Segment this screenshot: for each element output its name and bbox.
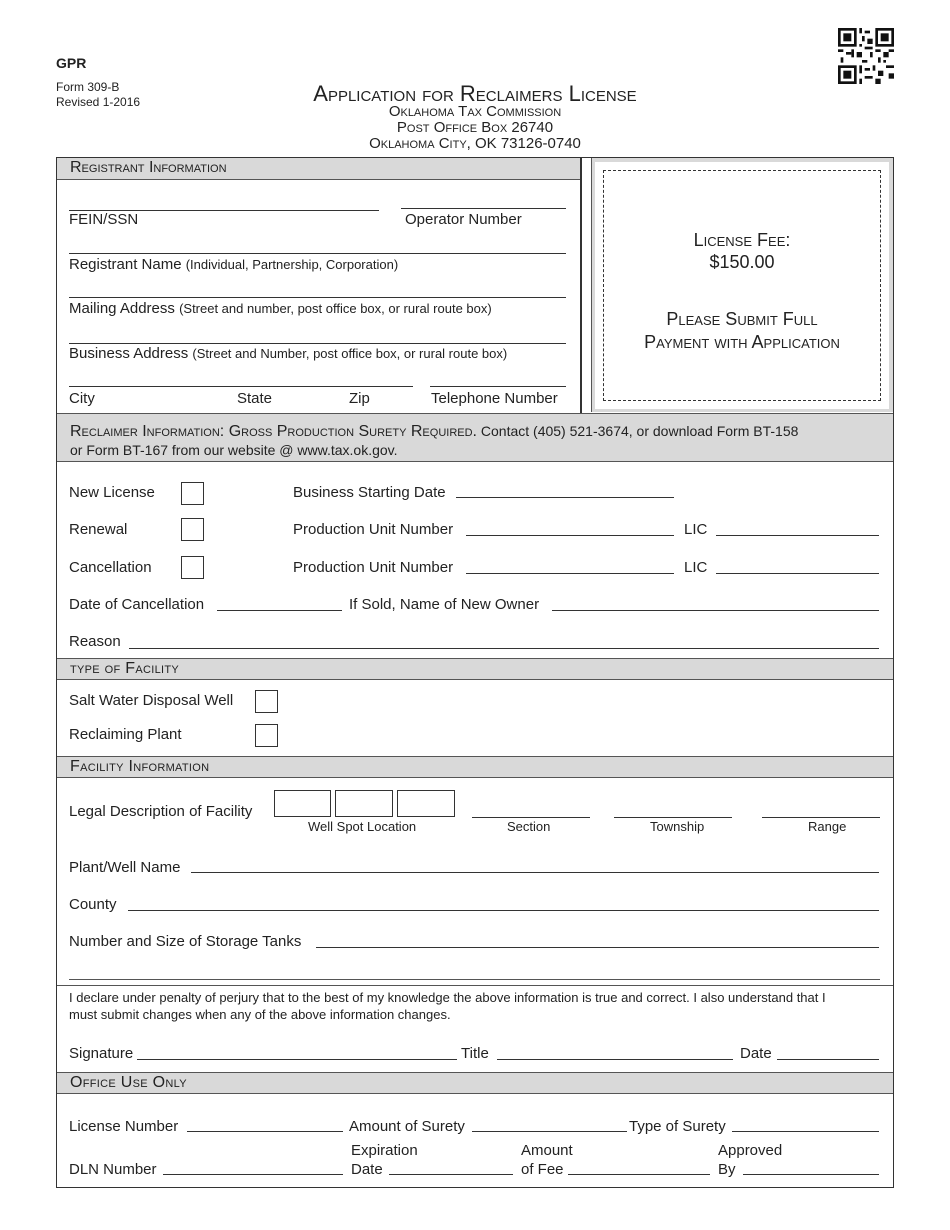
registrant-name-field[interactable] [69,253,566,254]
facility-info-header [57,756,893,778]
city-label: City [69,390,95,407]
dln-number-label: DLN Number [69,1161,157,1178]
new-license-checkbox[interactable] [181,482,204,505]
form-number: Form 309-B [56,80,120,94]
registrant-heading: Registrant Information [70,159,227,176]
operator-field[interactable] [401,208,566,209]
state-label: State [237,390,273,407]
reclaiming-plant-label: Reclaiming Plant [69,726,182,743]
license-number-field[interactable] [187,1131,343,1132]
salt-water-label: Salt Water Disposal Well [69,692,234,709]
reclaimer-heading: Reclaimer Information: Gross Production Surety Required. [70,423,477,440]
plant-name-label: Plant/Well Name [69,859,181,876]
operator-label: Operator Number [405,211,522,228]
expiration-label-2: Date [351,1161,383,1178]
license-fee-label: License Fee: [693,230,791,250]
section-label: Section [507,819,551,834]
revised-date: Revised 1-2016 [56,95,141,109]
lic-label-2: LIC [684,559,708,576]
county-field[interactable] [128,910,879,911]
approved-label-1: Approved [718,1142,783,1159]
registrant-name-label: Registrant Name (Individual, Partnership, Corporation) [69,256,399,273]
agency-name: Oklahoma Tax Commission [388,103,562,120]
production-unit-field-2[interactable] [466,573,674,574]
cancellation-label: Cancellation [69,559,152,576]
fein-label: FEIN/SSN [69,211,139,228]
city-state-zip-field[interactable] [69,386,413,387]
declaration-text-1: I declare under penalty of perjury that to the best of my knowledge the above information is true and correct. I also understand that I [69,990,826,1005]
dln-number-field[interactable] [163,1174,343,1175]
business-start-field[interactable] [456,497,674,498]
reclaimer-contact-2: or Form BT-167 from our website @ www.tax.ok.gov. [70,442,398,458]
license-number-label: License Number [69,1118,179,1135]
renewal-checkbox[interactable] [181,518,204,541]
plant-name-field[interactable] [191,872,879,873]
amount-surety-label: Amount of Surety [349,1118,465,1135]
production-unit-field-1[interactable] [466,535,674,536]
lic-label-1: LIC [684,521,708,538]
payment-note-1: Please Submit Full [666,309,818,329]
new-owner-label: If Sold, Name of New Owner [349,596,540,613]
mailing-address-field[interactable] [69,297,566,298]
well-spot-box-1[interactable] [274,790,331,817]
approved-by-field[interactable] [743,1174,879,1175]
registrant-header [57,158,581,180]
page-title: Application for Reclaimers License [313,81,637,106]
facility-type-header [57,658,893,680]
salt-water-checkbox[interactable] [255,690,278,713]
renewal-label: Renewal [69,521,128,538]
date-label: Date [740,1045,772,1062]
amount-surety-field[interactable] [472,1131,627,1132]
title-field[interactable] [497,1059,733,1060]
po-box: Post Office Box 26740 [396,119,554,136]
reclaimer-contact-1: Contact (405) 521-3674, or download Form BT-158 [480,423,799,439]
business-address-field[interactable] [69,343,566,344]
new-owner-field[interactable] [552,610,879,611]
type-surety-field[interactable] [732,1131,879,1132]
lic-field-2[interactable] [716,573,879,574]
county-label: County [69,896,117,913]
agency-city: Oklahoma City, OK 73126-0740 [369,135,581,152]
cancellation-checkbox[interactable] [181,556,204,579]
form-code: GPR [56,55,87,71]
legal-description-label: Legal Description of Facility [69,803,253,820]
production-unit-label-2: Production Unit Number [293,559,454,576]
telephone-label: Telephone Number [431,390,558,407]
amount-fee-label-2: of Fee [521,1161,564,1178]
payment-note-2: Payment with Application [644,332,840,352]
amount-fee-field[interactable] [568,1174,710,1175]
signature-field[interactable] [137,1059,457,1060]
approved-label-2: By [718,1161,736,1178]
production-unit-label-1: Production Unit Number [293,521,454,538]
reclaimer-header [57,413,893,462]
township-label: Township [650,819,705,834]
facility-type-heading: type of Facility [70,660,180,677]
lic-field-1[interactable] [716,535,879,536]
date-cancellation-field[interactable] [217,610,342,611]
storage-tanks-field[interactable] [316,947,879,948]
business-address-label: Business Address (Street and Number, post office box, or rural route box) [69,345,508,362]
expiration-date-field[interactable] [389,1174,513,1175]
date-cancellation-label: Date of Cancellation [69,596,205,613]
qr-code-icon [838,28,894,84]
type-surety-label: Type of Surety [629,1118,726,1135]
well-spot-label: Well Spot Location [308,819,417,834]
date-field[interactable] [777,1059,879,1060]
range-field[interactable] [762,817,880,818]
registrant-divider [580,158,582,413]
reason-label: Reason [69,633,121,650]
new-license-label: New License [69,484,155,501]
reclaiming-plant-checkbox[interactable] [255,724,278,747]
telephone-field[interactable] [430,386,566,387]
expiration-label-1: Expiration [351,1142,418,1159]
office-use-heading: Office Use Only [70,1074,187,1091]
mailing-address-label: Mailing Address (Street and number, post office box, or rural route box) [69,300,492,317]
section-field[interactable] [472,817,590,818]
facility-info-heading: Facility Information [70,758,210,775]
office-use-header [57,1072,893,1094]
declaration-text-2: must submit changes when any of the above information changes. [69,1007,451,1022]
well-spot-box-3[interactable] [397,790,455,817]
zip-label: Zip [349,390,370,407]
reason-field[interactable] [129,648,879,649]
storage-tanks-field-2[interactable] [69,979,880,980]
fee-dashed-border [603,170,881,401]
title-label: Title [461,1045,489,1062]
storage-tanks-label: Number and Size of Storage Tanks [69,933,302,950]
signature-label: Signature [69,1045,134,1062]
township-field[interactable] [614,817,732,818]
well-spot-box-2[interactable] [335,790,393,817]
range-label: Range [808,819,847,834]
amount-fee-label-1: Amount [521,1142,573,1159]
license-fee-amount: $150.00 [709,252,775,272]
declaration-divider [57,985,893,986]
business-start-label: Business Starting Date [293,484,446,501]
